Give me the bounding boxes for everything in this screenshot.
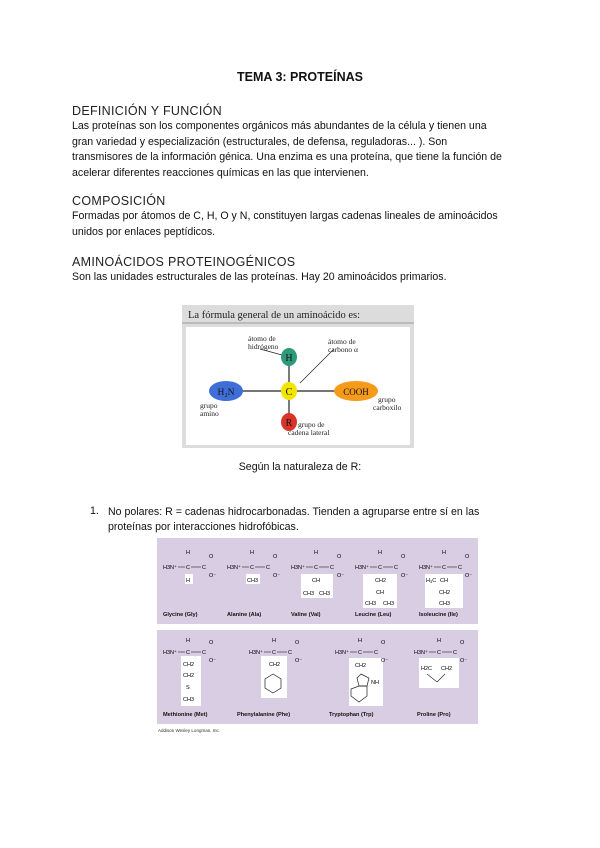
phenylalanine-structure <box>237 634 321 722</box>
structure-text: H <box>314 550 318 556</box>
structure-text: C <box>378 565 382 571</box>
structure-text: H <box>358 638 362 644</box>
structure-text: H <box>272 638 276 644</box>
structure-text: C <box>266 565 270 571</box>
general-formula-diagram <box>182 305 414 448</box>
amino-acid-name: Tryptophan (Trp) <box>329 712 374 718</box>
amino-acid-panel-1 <box>157 538 478 624</box>
structure-text: CH3 <box>319 591 331 597</box>
structure-text: C <box>250 565 254 571</box>
structure-text: O⁻ <box>460 658 468 664</box>
hydrogen-symbol: H <box>285 353 293 364</box>
glycine-structure <box>161 542 223 622</box>
alpha-carbon-label: átomo de carbono α <box>328 337 358 354</box>
text-line: unidos por enlaces peptídicos. <box>72 225 216 238</box>
amino-acid-name: Alanine (Ala) <box>227 612 262 618</box>
structure-text: H3N⁺ <box>249 650 263 656</box>
structure-text: O <box>337 554 342 560</box>
amino-acid-structure <box>161 542 223 622</box>
structure-text: C <box>186 650 190 656</box>
structure-text: CH2 <box>183 673 195 679</box>
structure-text: O⁻ <box>209 573 217 579</box>
amino-acid-name: Leucine (Leu) <box>355 612 392 618</box>
structure-text: O <box>209 554 214 560</box>
leucine-structure <box>353 542 415 622</box>
structure-text: O <box>295 640 300 646</box>
structure-text: CH <box>312 578 320 584</box>
structure-text: CH2 <box>439 590 451 596</box>
structure-text: H3N⁺ <box>355 565 369 571</box>
amino-acid-name: Valine (Val) <box>291 612 321 618</box>
amino-acid-name: Proline (Pro) <box>417 712 451 718</box>
structure-text: O⁻ <box>209 658 217 664</box>
figure-caption: Según la naturaleza de R: <box>238 461 362 473</box>
structure-text: CH3 <box>303 591 315 597</box>
structure-text: CH <box>376 590 384 596</box>
structure-text: CH2 <box>269 662 281 668</box>
isoleucine-structure <box>417 542 477 622</box>
text-line: Son las unidades estructurales de las proteínas. Hay 20 aminoácidos primarios. <box>72 271 447 283</box>
structure-text: O⁻ <box>401 573 409 579</box>
carboxyl-group-label: grupo carboxilo <box>373 395 402 412</box>
figure-credit: Addison Wesley Longman, Inc. <box>158 728 220 733</box>
structure-text: H2C <box>421 666 433 672</box>
structure-text: CH3 <box>365 601 377 607</box>
amino-acid-structure <box>161 634 235 722</box>
structure-text: CH3 <box>439 601 451 607</box>
section-paragraph-composicion <box>72 209 532 240</box>
structure-text: CH3 <box>383 601 395 607</box>
structure-text: C <box>202 650 206 656</box>
amino-acid-structure <box>289 542 351 622</box>
structure-text: O <box>209 640 214 646</box>
structure-text: O⁻ <box>273 573 281 579</box>
text-line: transmisores de la información génica. Una enzima es una proteína, que tiene la función de <box>72 151 502 163</box>
carbon-symbol: C <box>285 387 293 398</box>
r-symbol: R <box>285 418 293 429</box>
structure-text: O <box>401 554 406 560</box>
structure-text: H <box>186 550 190 556</box>
section-paragraph-aminoacidos <box>72 270 532 286</box>
amino-group-label: grupo amino <box>200 401 219 418</box>
structure-text: H <box>437 638 441 644</box>
amino-acid-name: Phenylalanine (Phe) <box>237 712 291 718</box>
amino-acid-structure <box>237 634 321 722</box>
structure-text: C <box>314 565 318 571</box>
page-title: TEMA 3: PROTEÍNAS <box>237 70 363 84</box>
structure-text: C <box>374 650 378 656</box>
methionine-structure <box>161 634 235 722</box>
structure-text: C <box>186 565 190 571</box>
figure-title: La fórmula general de un aminoácido es: <box>188 310 361 321</box>
amino-acid-structure <box>353 542 415 622</box>
list-item-text: No polares: R = cadenas hidrocarbonadas. Tienden a agruparse entre sí en las proteínas por interacciones hidrofóbicas. <box>108 506 480 533</box>
structure-text: H <box>250 550 254 556</box>
structure-text: O⁻ <box>295 658 303 664</box>
structure-text: CH2 <box>355 663 367 669</box>
amino-acid-structure <box>417 542 477 622</box>
structure-text: O <box>381 640 386 646</box>
structure-text: H3N⁺ <box>291 565 305 571</box>
amino-acid-structure <box>411 634 477 722</box>
amino-symbol: H₂N <box>217 388 235 398</box>
structure-text: C <box>202 565 206 571</box>
structure-text: CH <box>440 578 448 584</box>
structure-text: C <box>442 565 446 571</box>
structure-text: H3N⁺ <box>227 565 241 571</box>
structure-text: O⁻ <box>465 573 473 579</box>
section-heading-composicion: COMPOSICIÓN <box>72 194 166 208</box>
structure-text: H3N⁺ <box>419 565 433 571</box>
structure-text: H3N⁺ <box>335 650 349 656</box>
text-line: gran variedad y especialización (estructurales, de defensa, reguladoras... ). Son <box>72 135 448 148</box>
structure-text: O <box>273 554 278 560</box>
structure-text: H <box>186 578 190 584</box>
text-line: Formadas por átomos de C, H, O y N, constituyen largas cadenas lineales de aminoácidos <box>72 210 498 222</box>
text-line: acelerar diferentes reacciones químicas en las que intervienen. <box>72 166 369 179</box>
side-chain-label: grupo de cadena lateral <box>288 420 330 437</box>
structure-text: CH3 <box>247 578 259 584</box>
tryptophan-structure <box>323 634 407 722</box>
structure-text: O <box>465 554 470 560</box>
structure-text: C <box>458 565 462 571</box>
structure-text: H <box>186 638 190 644</box>
structure-text: CH2 <box>183 662 195 668</box>
amino-acid-structure <box>323 634 407 722</box>
structure-text: C <box>437 650 441 656</box>
structure-text: CH2 <box>375 578 387 584</box>
amino-acid-name: Isoleucine (Ile) <box>419 612 458 618</box>
structure-text: C <box>330 565 334 571</box>
amino-acid-structure <box>225 542 287 622</box>
structure-text: H3N⁺ <box>163 565 177 571</box>
structure-text: H3N⁺ <box>163 650 177 656</box>
general-formula-figure <box>182 305 414 448</box>
structure-text: H3N⁺ <box>414 650 428 656</box>
structure-text: C <box>394 565 398 571</box>
structure-text: C <box>288 650 292 656</box>
structure-text: CH2 <box>441 666 453 672</box>
valine-structure <box>289 542 351 622</box>
amino-acid-name: Methionine (Met) <box>163 712 208 718</box>
section-heading-definicion: DEFINICIÓN Y FUNCIÓN <box>72 104 222 118</box>
structure-text: C <box>358 650 362 656</box>
structure-text: C <box>272 650 276 656</box>
list-number: 1. <box>90 505 99 517</box>
hydrogen-label: átomo de hidrógeno <box>248 334 279 351</box>
proline-structure <box>411 634 477 722</box>
section-heading-aminoacidos: AMINOÁCIDOS PROTEINOGÉNICOS <box>72 255 296 269</box>
cooh-symbol: COOH <box>343 387 369 397</box>
structure-text: H3C <box>426 578 437 584</box>
amino-acid-panel-2 <box>157 630 478 724</box>
text-line: Las proteínas son los componentes orgánicos más abundantes de la célula y tienen una <box>72 120 487 132</box>
structure-text: NH <box>371 680 379 686</box>
structure-text: CH3 <box>183 697 195 703</box>
structure-text: O⁻ <box>381 658 389 664</box>
structure-text: S <box>186 685 190 691</box>
amino-acid-name: Glycine (Gly) <box>163 612 198 618</box>
structure-text: C <box>453 650 457 656</box>
alanine-structure <box>225 542 287 622</box>
structure-text: O <box>460 640 465 646</box>
structure-text: H <box>378 550 382 556</box>
structure-text: H <box>442 550 446 556</box>
structure-text: O⁻ <box>337 573 345 579</box>
section-paragraph-definicion <box>72 119 532 181</box>
